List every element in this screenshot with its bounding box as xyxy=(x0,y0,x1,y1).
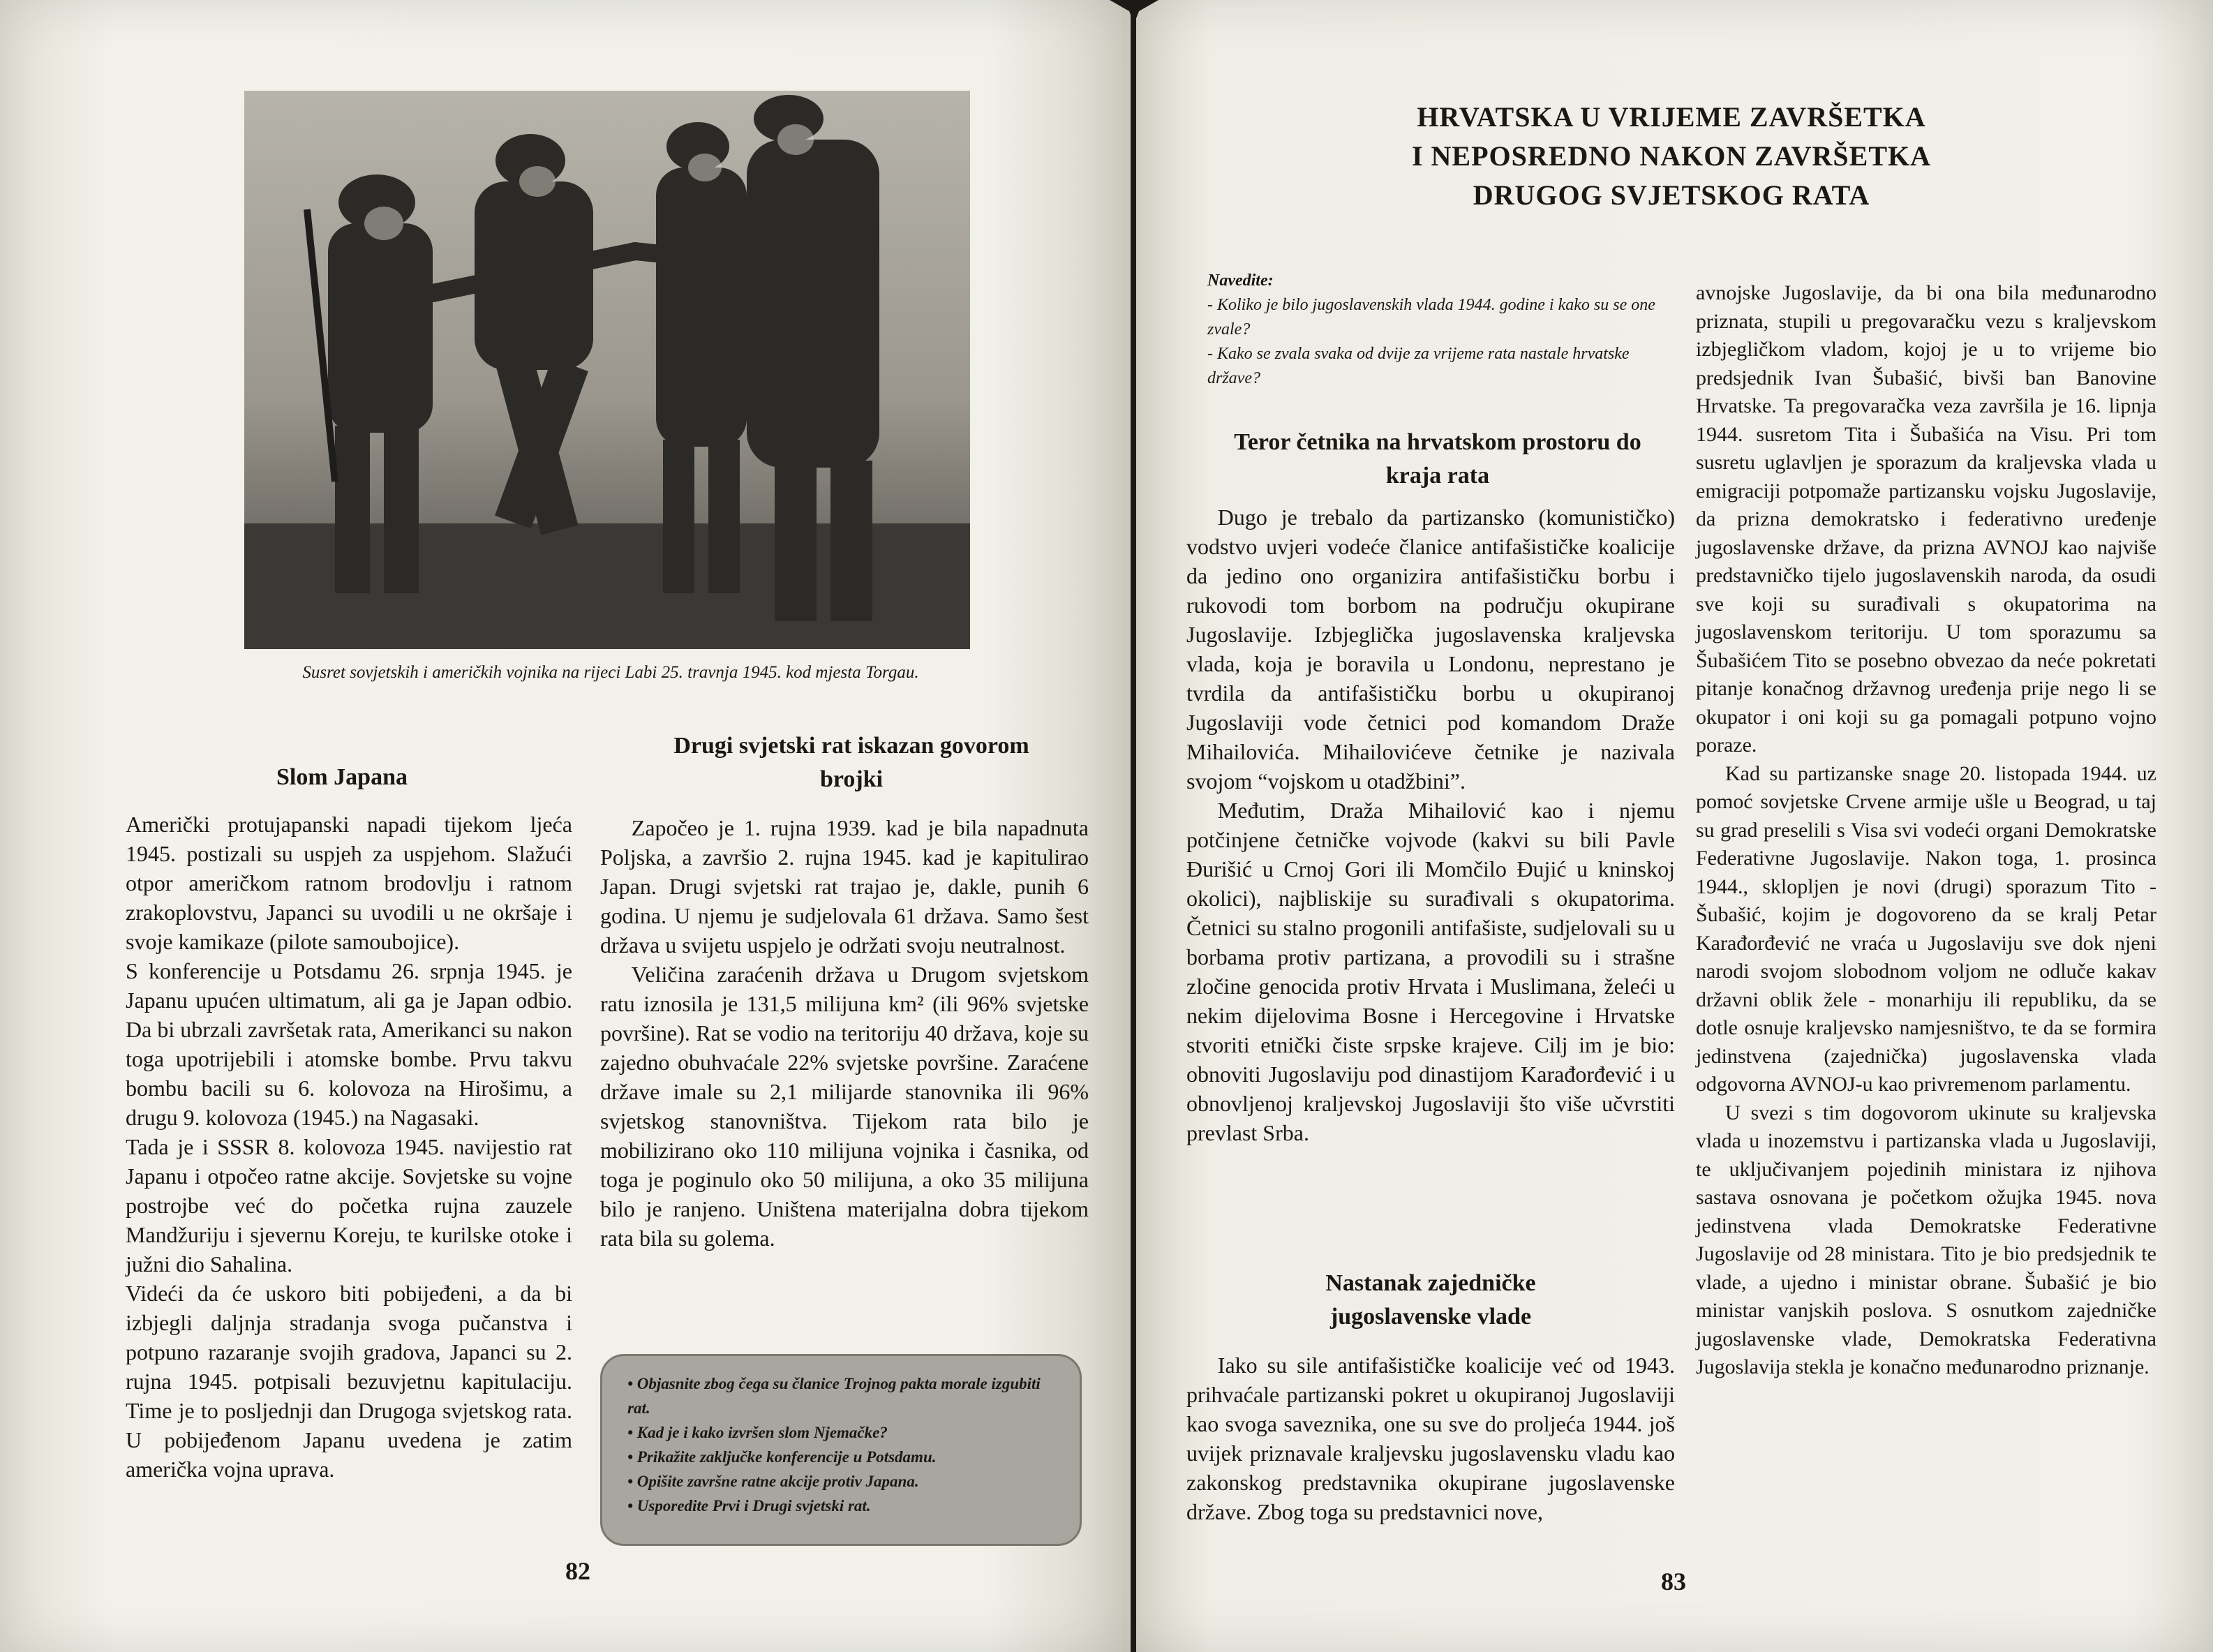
paragraph: Dugo je trebalo da partizansko (komunističko) vodstvo uvjeri vodeće članice antifašističke koalicije da jedino ono organizira antifašističku borbu i rukovodi tom borbom na području okupirane Jugoslavije. Izbjeglička jugoslavenska kraljevska vlada, koja je boravila u Londonu, neprestano je tvrdila da antifašističku borbu u okupiranoj Jugoslaviji vode četnici pod komandom Draže Mihailovića. Mihailovićeve četnike je nazivala svojom “vojskom u otadžbini”. xyxy=(1186,505,1675,794)
question-item: • Prikažite zaključke konferencije u Potsdamu. xyxy=(627,1448,937,1466)
page-number-right: 83 xyxy=(1661,1568,1686,1595)
spine-ornament xyxy=(1110,0,1158,24)
question-item: • Usporedite Prvi i Drugi svjetski rat. xyxy=(627,1497,871,1515)
question-item: • Objasnite zbog čega su članice Trojnog pakta morale izgubiti rat. xyxy=(627,1375,1041,1417)
soldiers-photo-illustration xyxy=(244,91,970,649)
navedite-item: - Koliko je bilo jugoslavenskih vlada 1944. godine i kako su se one zvale? xyxy=(1207,296,1655,338)
paragraph: Veličina zaraćenih država u Drugom svjetskom ratu iznosila je 131,5 milijuna km² (ili 96% svjetske površine). Rat se vodio na teritoriju 40 država, koje su zajedno obuhvaćale 22% svjetske površine. Zaraćene države imale su 2,1 milijarde stanovnika ili 96% svjetskog stanovništva. Tijekom rata bilo je mobilizirano oko 110 milijuna vojnika i časnika, od toga je poginulo oko 50 milijuna, a oko 35 milijuna bilo je ranjeno. Uništena materijalna dobra tijekom rata bila su golema. xyxy=(600,962,1089,1251)
question-item: • Kad je i kako izvršen slom Njemačke? xyxy=(627,1424,888,1441)
navedite-item: - Kako se zvala svaka od dvije za vrijeme rata nastale hrvatske države? xyxy=(1207,345,1630,387)
heading-slom-japana: Slom Japana xyxy=(276,764,408,790)
column-drugi-svjetski-rat xyxy=(600,813,1089,1253)
paragraph: S konferencije u Potsdamu 26. srpnja 1945. je Japanu upućen ultimatum, ali ga je Japan odbio. Da bi ubrzali završetak rata, Amerikanci su nakon toga upotrijebili i atomske bombe. Prvu takvu bombu bacili su 6. kolovoza na Hirošimu, a drugu 9. kolovoza (1945.) na Nagasaki. xyxy=(126,958,572,1130)
column-right-second xyxy=(1696,279,2156,1382)
paragraph: Kad su partizanske snage 20. listopada 1944. uz pomoć sovjetske Crvene armije ušle u Beograd, u taj su grad preselili s Visa svi vodeći organi Demokratske Federativne Jugoslavije. Nakon toga, 1. prosinca 1944., sklopljen je novi (drugi) sporazum Tito - Šubašić, kojim je dogovoreno da se kralj Petar Karađorđević ne vraća u Jugoslaviju sve dok njeni narodi svojom slobodnom voljom ne odluče kakav državni oblik žele - monarhiju ili republiku, da se dotle osnuje kraljevsko namjesništvo, te da se formira jedinstvena (zajednička) jugoslavenska vlada odgovorna AVNOJ-u kao privremenom parlamentu. xyxy=(1696,761,2156,1096)
paragraph: Započeo je 1. rujna 1939. kad je bila napadnuta Poljska, a završio 2. rujna 1945. kad je kapitulirao Japan. Drugi svjetski rat trajao je, dakle, punih 6 godina. U njemu je sudjelovala 61 država. Samo šest država u svijetu uspjelo je održati svoju neutralnost. xyxy=(600,815,1089,958)
paragraph: Iako su sile antifašističke koalicije već od 1943. prihvaćale partizanski pokret u okupiranoj Jugoslaviji kao svoga saveznika, one su sve do proljeća 1944. još uvijek priznavale kraljevsku jugoslavensku vladu kao zakonskog predstavnika okupirane jugoslavenske države. Zbog toga su predstavnici nove, xyxy=(1186,1353,1675,1524)
soldiers-photo xyxy=(244,91,970,649)
navedite-box xyxy=(1207,269,1661,391)
paragraph: avnojske Jugoslavije, da bi ona bila međunarodno priznata, stupili u pregovaračku vezu s kraljevskom izbjegličkom vladom, kojoj je u to vrijeme bio predsjednik Ivan Šubašić, bivši ban Banovine Hrvatske. Ta pregovaračka veza završila je 16. lipnja 1944. susretom Tita i Šubašića na Visu. Pri tom susretu uglavljen je sporazum da kraljevska vlada u emigraciji potpomaže partizansku vojsku Jugoslavije, da prizna demokratsko i federativno uređenje jugoslavenske države, da prizna AVNOJ kao najviše predstavničko tijelo jugoslavenskih naroda, da osudi sve koji su surađivali s okupatorima na jugoslavenskom teritoriju. U tom sporazumu sa Šubašićem Tito se posebno obvezao da neće pokretati pitanje konačnog državnog uređenja prije nego li se okupator i oni koji su ga pomagali potpuno vojno poraze. xyxy=(1696,281,2156,757)
chapter-title-line: HRVATSKA U VRIJEME ZAVRŠETKA xyxy=(1417,101,1926,133)
heading-nastanak: Nastanak zajedničke jugoslavenske vlade xyxy=(1325,1270,1536,1330)
photo-caption: Susret sovjetskih i američkih vojnika na rijeci Labi 25. travnja 1945. kod mjesta Torgau. xyxy=(302,663,919,682)
heading-teror-cetnika: Teror četnika na hrvatskom prostoru do kraja rata xyxy=(1234,429,1641,489)
paragraph: Međutim, Draža Mihailović kao i njemu potčinjene četničke vojvode (kakvi su bili Pavle Đurišić u Crnoj Gori ili Momčilo Đujić u kninskoj okolici), najbliskije su surađivali s okupatorima. Četnici su stalno progonili antifašiste, sudjelovali su u borbama protiv partizana, a provodili su i strašne zločine genocida protiv Hrvata i Muslimana, želeći u nekim dijelovima Bosne i Hercegovine i Hrvatske stvoriti etnički čiste srpske krajeve. Cilj im je bio: obnoviti Jugoslaviju pod dinastijom Karađorđević i u obnovljenoj kraljevskoj Jugoslaviji što više učvrstiti prevlast Srba. xyxy=(1186,798,1675,1145)
paragraph: Američki protujapanski napadi tijekom ljeća 1945. postizali su uspjeh za uspjehom. Slažući otpor američkom ratnom brodovlju i ratnom zrakoplovstvu, Japanci su uvodili u ne okršaje i svoje kamikaze (pilote samoubojice). xyxy=(126,812,572,954)
chapter-title-line: I NEPOSREDNO NAKON ZAVRŠETKA xyxy=(1411,140,1932,172)
chapter-title-line: DRUGOG SVJETSKOG RATA xyxy=(1473,179,1870,211)
paragraph: U svezi s tim dogovorom ukinute su kraljevska vlada u inozemstvu i partizanska vlada u Jugoslaviji, te uključivanjem pojedinih ministara iz njihova sastava osnovana je početkom ožujka 1945. nova jedinstvena vlada Demokratske Federativne Jugoslavije od 28 ministara. Tito je bio predsjednik te vlade, a ujedno i ministar obrane. Šubašić je bio ministar vanjskih poslova. S osnutkom zajedničke jugoslavenske vlade, Demokratska Federativna Jugoslavija stekla je konačno međunarodno priznanje. xyxy=(1696,1101,2156,1378)
chapter-title xyxy=(1340,98,2003,215)
paragraph: Tada je i SSSR 8. kolovoza 1945. navijestio rat Japanu i otpočeo ratne akcije. Sovjetske su vojne postrojbe već do početka rujna zauzele Mandžuriju i sjevernu Koreju, te kurilske otoke i južni dio Sahalina. xyxy=(126,1134,572,1277)
question-item: • Opišite završne ratne akcije protiv Japana. xyxy=(627,1473,919,1490)
paragraph: Videći da će uskoro biti pobijeđeni, a da bi izbjegli daljnja stradanja svoga pučanstva i potpuno razaranje svojih gradova, Japanci su 2. rujna 1945. potpisali bezuvjetnu kapitulaciju. Time je to posljednji dan Drugoga svjetskog rata. U pobijeđenom Japanu uvedena je zatim američka vojna uprava. xyxy=(126,1281,572,1482)
book-spine xyxy=(1131,14,1136,1652)
questions-box xyxy=(600,1354,1082,1546)
heading-drugi-svjetski-rat: Drugi svjetski rat iskazan govorom brojki xyxy=(673,733,1029,792)
column-teror xyxy=(1186,503,1675,1147)
column-nastanak xyxy=(1186,1350,1675,1526)
page-number-left: 82 xyxy=(565,1557,590,1585)
column-slom-japana xyxy=(126,810,572,1484)
navedite-label: Navedite: xyxy=(1207,271,1274,290)
